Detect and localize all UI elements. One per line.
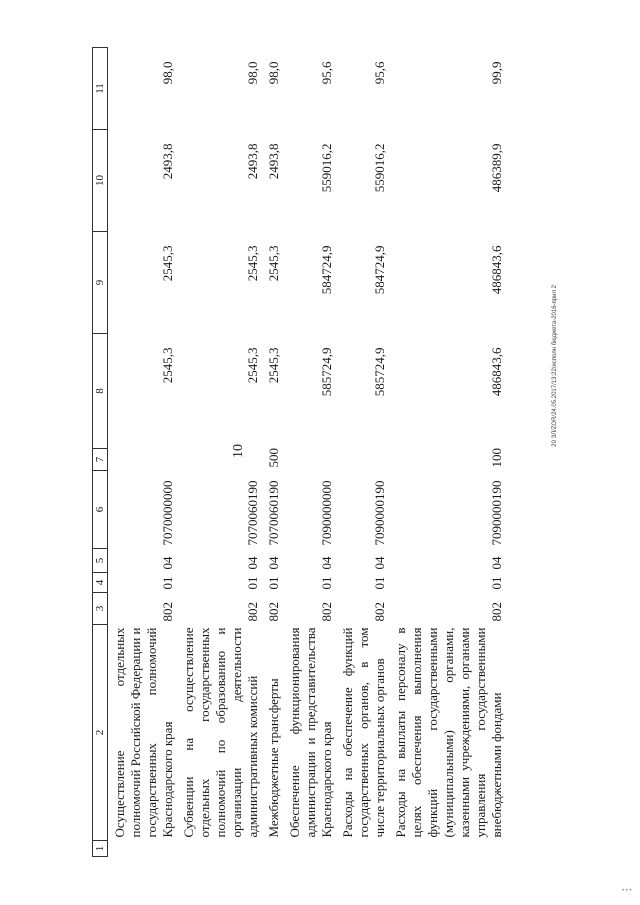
header-cell: 11 bbox=[93, 48, 108, 130]
table-row bbox=[108, 48, 178, 857]
table-row bbox=[262, 48, 283, 857]
row-description: Расходы на выплаты персоналу в целях обеспечения выполнения функций государственными (муниципальными) органами, казенными учреждениями, органами управления государственными внебюджетными фондами bbox=[393, 627, 504, 838]
cell-ministry: 802 bbox=[245, 602, 260, 622]
header-cell: 3 bbox=[93, 593, 108, 625]
cell-percent: 98,0 bbox=[245, 61, 260, 85]
table-row bbox=[336, 48, 389, 857]
cell-target: 7090000190 bbox=[372, 480, 387, 546]
cell-plan: 2545,3 bbox=[245, 245, 260, 282]
cell-subsection: 04 bbox=[489, 556, 504, 570]
cell-percent: 95,6 bbox=[319, 61, 334, 85]
cell-expense-type bbox=[283, 449, 336, 471]
cell-section: 01 bbox=[372, 576, 387, 590]
budget-table bbox=[92, 47, 506, 857]
row-description: Субвенции на осуществление отдельных государственных полномочий по образованию и организации деятельности административных комиссий bbox=[181, 627, 260, 838]
header-cell: 4 bbox=[93, 573, 108, 593]
cell-approved: 585724,9 bbox=[319, 347, 334, 397]
document-footer-path: 20 ЗЛ/ZOR/24.05.2017/13:22/исполн бюджета-2016-прил 2 bbox=[552, 285, 558, 447]
header-cell: 8 bbox=[93, 334, 108, 449]
table-row bbox=[283, 48, 336, 857]
cell-approved: 486843,6 bbox=[489, 347, 504, 397]
cell-expense-type: 100 bbox=[489, 448, 504, 468]
cell-plan: 2545,3 bbox=[266, 245, 281, 282]
cell-section: 01 bbox=[245, 576, 260, 590]
cell-section: 01 bbox=[489, 576, 504, 590]
cell-approved: 2545,3 bbox=[160, 347, 175, 384]
table-row bbox=[177, 48, 262, 857]
cell-executed: 559016,2 bbox=[372, 143, 387, 193]
cell-section: 01 bbox=[266, 576, 281, 590]
header-cell: 7 bbox=[93, 449, 108, 471]
cell-ministry: 802 bbox=[489, 602, 504, 622]
cell-plan: 2545,3 bbox=[160, 245, 175, 282]
cell-percent: 98,0 bbox=[160, 61, 175, 85]
cell-target: 7070000000 bbox=[160, 480, 175, 546]
cell-approved: 2545,3 bbox=[266, 347, 281, 384]
cell-subsection: 04 bbox=[319, 556, 334, 570]
header-cell: 1 bbox=[93, 841, 108, 857]
cell-ministry: 802 bbox=[372, 602, 387, 622]
cell-plan: 584724,9 bbox=[319, 245, 334, 295]
cell-expense-type bbox=[177, 449, 262, 471]
cell-ministry: 802 bbox=[319, 602, 334, 622]
cell-section: 01 bbox=[160, 576, 175, 590]
row-description: Осуществление отдельных полномочий Российской Федерации и государственных полномочий Краснодарского края bbox=[112, 627, 175, 838]
cell-executed: 559016,2 bbox=[319, 143, 334, 193]
cell-percent: 95,6 bbox=[372, 61, 387, 85]
cell-target: 7070060190 bbox=[245, 480, 260, 546]
cell-percent: 98,0 bbox=[266, 61, 281, 85]
header-cell: 9 bbox=[93, 232, 108, 334]
row-description: Обеспечение функционирования администрации и представительства Краснодарского края bbox=[287, 627, 334, 838]
cell-approved: 2545,3 bbox=[245, 347, 260, 384]
cell-expense-type bbox=[108, 449, 178, 471]
cell-ministry: 802 bbox=[266, 602, 281, 622]
cell-target: 7090000000 bbox=[319, 480, 334, 546]
row-description: Межбюджетные трансферты bbox=[266, 678, 281, 838]
rotated-table-area bbox=[92, 48, 612, 857]
column-number-row bbox=[93, 48, 108, 857]
cell-target: 7070060190 bbox=[266, 480, 281, 546]
cell-section: 01 bbox=[319, 576, 334, 590]
corner-mark: • • • bbox=[622, 888, 632, 894]
cell-executed: 2493,8 bbox=[266, 143, 281, 180]
cell-ministry: 802 bbox=[160, 602, 175, 622]
cell-plan: 486843,6 bbox=[489, 245, 504, 295]
cell-expense-type: 500 bbox=[266, 448, 281, 468]
table-row bbox=[389, 48, 506, 857]
header-cell: 6 bbox=[93, 471, 108, 549]
cell-subsection: 04 bbox=[372, 556, 387, 570]
cell-approved: 585724,9 bbox=[372, 347, 387, 397]
page-number: 10 bbox=[231, 444, 246, 458]
header-cell: 5 bbox=[93, 549, 108, 573]
cell-executed: 2493,8 bbox=[160, 143, 175, 180]
header-cell: 10 bbox=[93, 130, 108, 232]
cell-percent: 99,9 bbox=[489, 61, 504, 85]
cell-target: 7090000190 bbox=[489, 480, 504, 546]
header-cell: 2 bbox=[93, 625, 108, 841]
cell-subsection: 04 bbox=[245, 556, 260, 570]
cell-subsection: 04 bbox=[160, 556, 175, 570]
row-description: Расходы на обеспечение функций государственных органов, в том числе территориальных органов bbox=[340, 627, 387, 838]
cell-plan: 584724,9 bbox=[372, 245, 387, 295]
cell-subsection: 04 bbox=[266, 556, 281, 570]
cell-expense-type bbox=[336, 449, 389, 471]
cell-executed: 486389,9 bbox=[489, 143, 504, 193]
cell-executed: 2493,8 bbox=[245, 143, 260, 180]
